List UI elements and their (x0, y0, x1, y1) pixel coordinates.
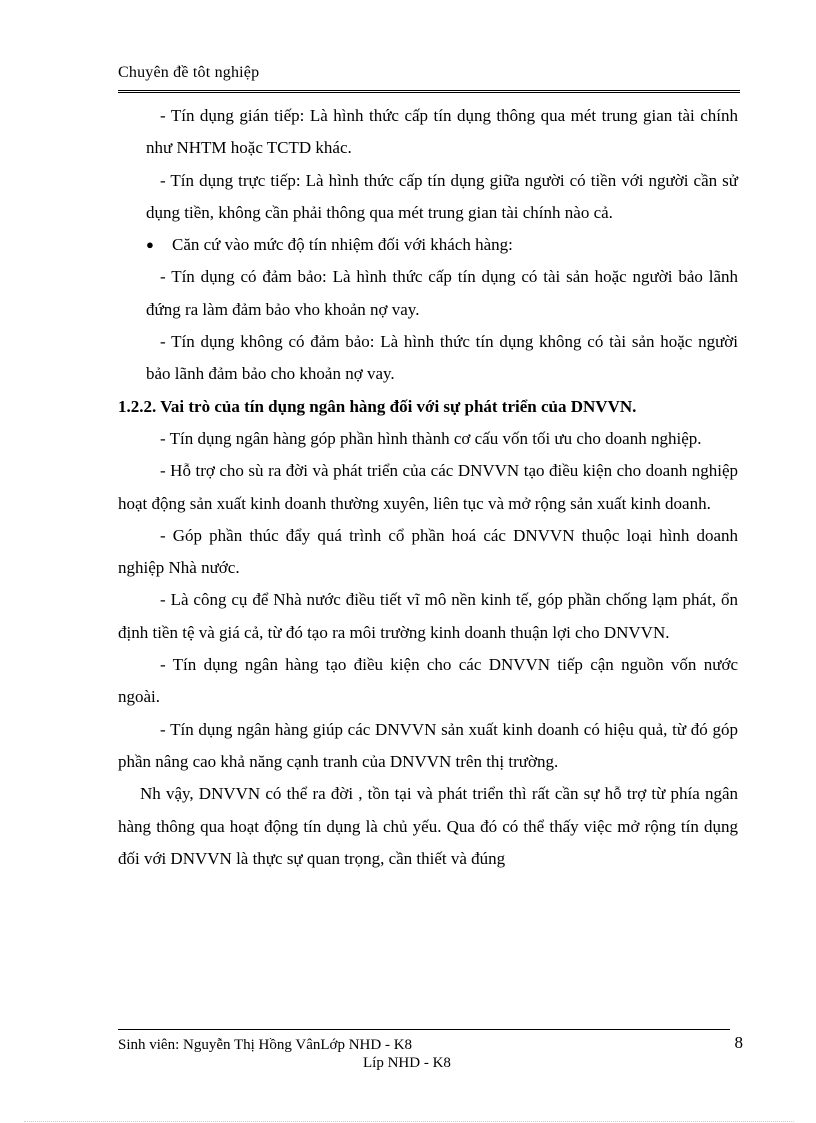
header-double-rule (118, 90, 740, 93)
page-body (118, 100, 738, 875)
page-footer (118, 1033, 743, 1072)
paragraph-conclusion: Nh vậy, DNVVN có thể ra đời , tồn tại và phát triển thì rất cần sự hỗ trợ từ phía ngân hàng thông qua hoạt động tín dụng là chủ yếu. Qua đó có thể thấy việc mở rộng tín dụng đối với DNVVN là thực sự quan trọng, cần thiết và đúng (118, 784, 738, 868)
paragraph-efficiency: - Tín dụng ngân hàng giúp các DNVVN sản xuất kinh doanh có hiệu quả, từ đó góp phần nâng cao khả năng cạnh tranh của DNVVN trên thị trường. (118, 719, 738, 771)
paragraph-direct-credit: - Tín dụng trực tiếp: Là hình thức cấp tín dụng giữa người có tiền với người cần sử dụng tiền, không cần phải thông qua mét trung gian tài chính nào cả. (146, 170, 738, 222)
paragraph-indirect-credit: - Tín dụng gián tiếp: Là hình thức cấp tín dụng thông qua mét trung gian tài chính như NHTM hoặc TCTD khác. (146, 106, 738, 158)
footer-rule (118, 1029, 730, 1030)
paragraph-macro-tool: - Là công cụ để Nhà nước điều tiết vĩ mô nền kinh tế, góp phần chống lạm phát, ổn định tiền tệ và giá cả, từ đó tạo ra môi trường kinh doanh thuận lợi cho DNVVN. (118, 590, 738, 642)
paragraph-foreign-capital: - Tín dụng ngân hàng tạo điều kiện cho các DNVVN tiếp cận nguồn vốn nước ngoài. (118, 655, 738, 707)
paragraph-secured-credit: - Tín dụng có đảm bảo: Là hình thức cấp tín dụng có tài sản hoặc người bảo lãnh đứng ra làm đảm bảo vho khoản nợ vay. (146, 267, 738, 319)
paragraph-support-establishment: - Hỗ trợ cho sù ra đời và phát triển của các DNVVN tạo điều kiện cho doanh nghiệp hoạt động sản xuất kinh doanh thường xuyên, liên tục và mở rộng sản xuất kinh doanh. (118, 461, 738, 513)
bullet-dot-icon: ● (146, 237, 154, 253)
footer-student-info: Sinh viên: Nguyễn Thị Hồng VânLớp NHD - K8 (118, 1037, 413, 1053)
page-number: 8 (734, 1033, 743, 1052)
paragraph-capital-structure: - Tín dụng ngân hàng góp phần hình thành cơ cấu vốn tối ưu cho doanh nghiệp. (160, 428, 702, 448)
page-edge-dotted-line (24, 1121, 794, 1122)
bullet-text: Căn cứ vào mức độ tín nhiệm đối với khách hàng: (172, 235, 513, 255)
running-header: Chuyên đề tôt nghiệp (118, 64, 260, 81)
bullet-item (118, 229, 738, 261)
footer-class-info: Líp NHD - K8 (363, 1055, 451, 1071)
section-heading: 1.2.2. Vai trò của tín dụng ngân hàng đối với sự phát triển của DNVVN. (118, 396, 637, 416)
paragraph-equitization: - Góp phần thúc đẩy quá trình cổ phần hoá các DNVVN thuộc loại hình doanh nghiệp Nhà nước. (118, 525, 738, 578)
paragraph-unsecured-credit: - Tín dụng không có đảm bảo: Là hình thức tín dụng không có tài sản hoặc người bảo lãnh đảm bảo cho khoản nợ vay. (146, 332, 738, 384)
